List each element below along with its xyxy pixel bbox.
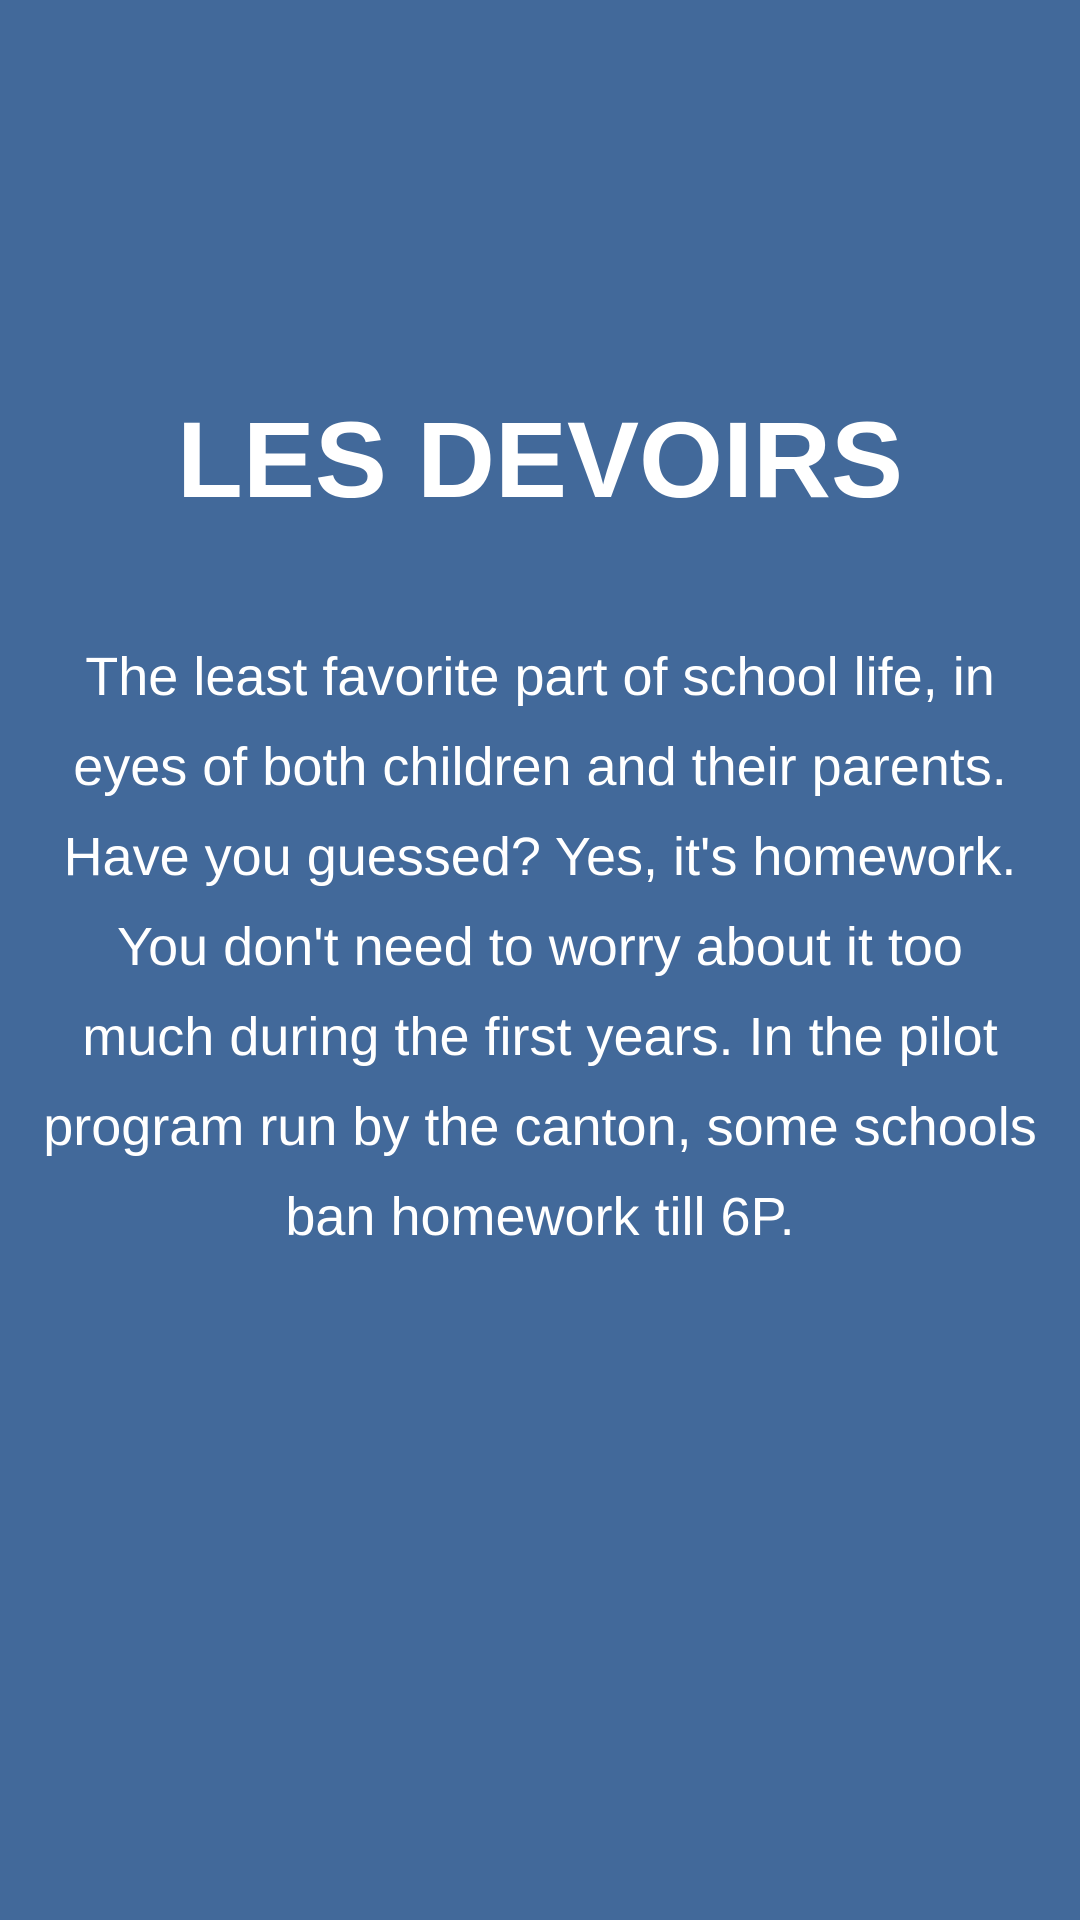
body-line-6: program run by the canton, some schools [43,1097,1037,1157]
body-line-4: You don't need to worry about it too [117,917,963,977]
body-line-2: eyes of both children and their parents. [73,737,1007,797]
body-line-3: Have you guessed? Yes, it's homework. [63,827,1017,887]
body-line-5: much during the first years. In the pilot [82,1007,998,1067]
body-line-7: ban homework till 6P. [285,1187,795,1247]
slide-title: LES DEVOIRS [176,399,904,520]
body-line-1: The least favorite part of school life, in [85,647,995,707]
slide-body-text [10,632,1070,1262]
